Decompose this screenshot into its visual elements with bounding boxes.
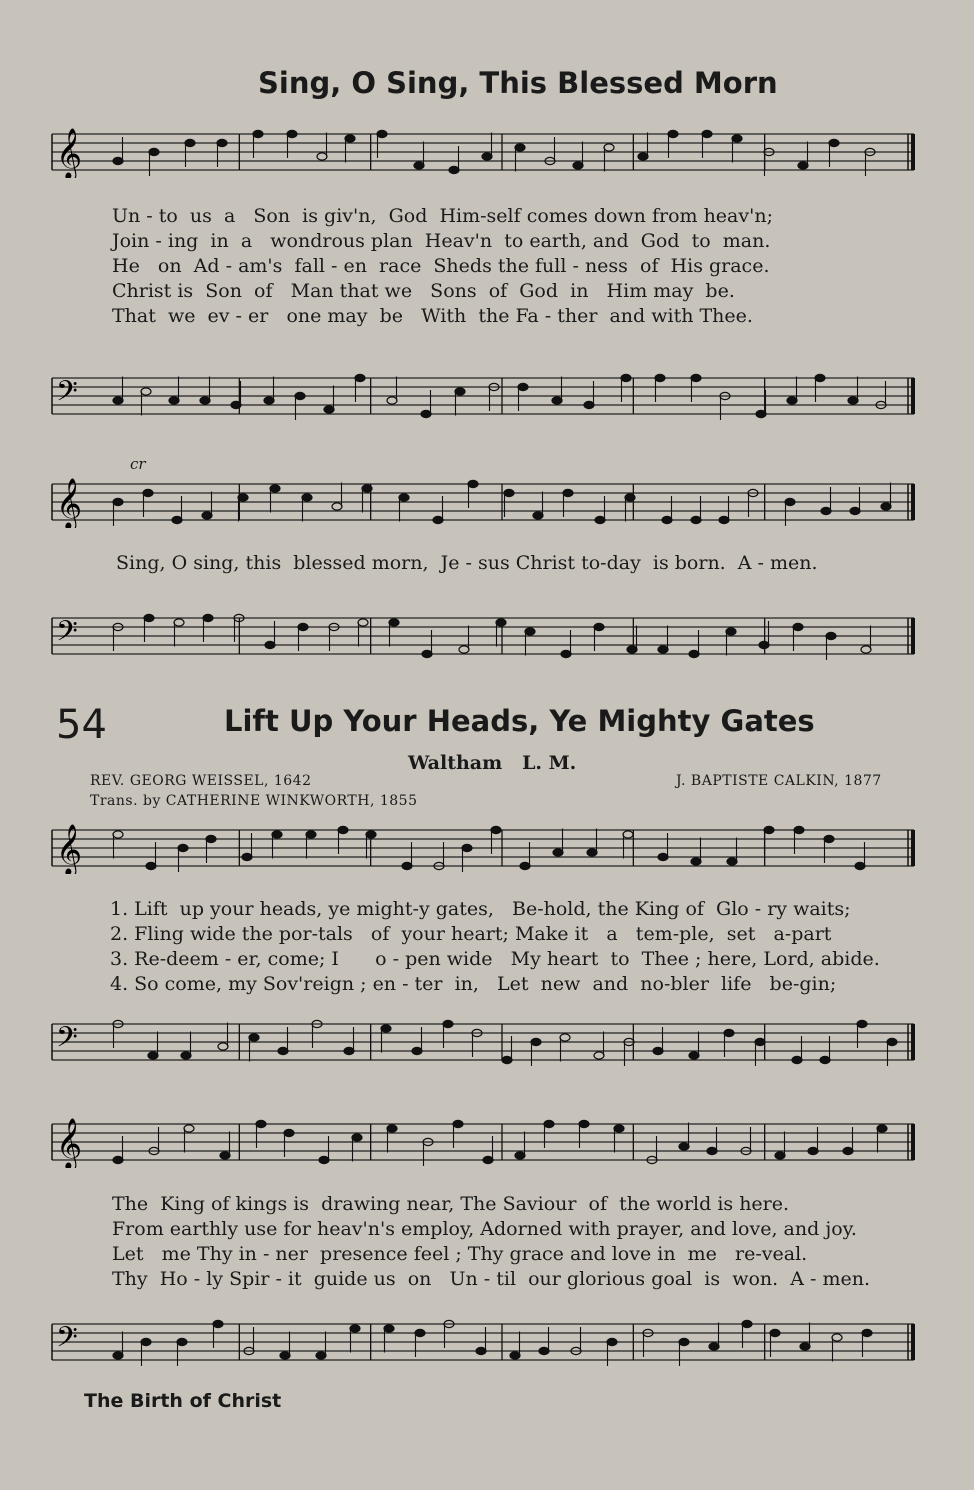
bass-clef-icon: 𝄢 bbox=[56, 375, 78, 415]
note-head bbox=[483, 1156, 493, 1163]
note-head bbox=[220, 1152, 230, 1159]
verse-line: 1. Lift up your heads, ye might-y gates, Be-hold, the King of Glo - ry waits; bbox=[110, 898, 851, 920]
note-head bbox=[742, 1320, 752, 1327]
note-head bbox=[169, 397, 179, 404]
note-head bbox=[560, 1034, 570, 1041]
note-head bbox=[808, 1147, 818, 1154]
note-head bbox=[679, 1338, 689, 1345]
note-head bbox=[792, 1056, 802, 1063]
note-head bbox=[798, 162, 808, 169]
verse-line: 3. Re-deem - er, come; I o - pen wide My heart to Thee ; here, Lord, abide. bbox=[110, 948, 880, 970]
refrain-line: Sing, O sing, this blessed morn, Je - sus Christ to-day is born. A - men. bbox=[116, 552, 818, 574]
note-head bbox=[594, 1052, 604, 1059]
music-staff-bass bbox=[48, 372, 916, 422]
note-head bbox=[345, 135, 355, 142]
staff-lines bbox=[48, 612, 916, 662]
treble-clef-icon: 𝄞 bbox=[56, 1118, 83, 1168]
note-head bbox=[689, 1052, 699, 1059]
note-head bbox=[306, 831, 316, 838]
note-head bbox=[561, 650, 571, 657]
note-head bbox=[389, 619, 399, 626]
note-head bbox=[510, 1352, 520, 1359]
note-head bbox=[332, 503, 342, 510]
note-head bbox=[184, 1125, 194, 1132]
note-head bbox=[298, 623, 308, 630]
note-head bbox=[113, 397, 123, 404]
note-head bbox=[607, 1338, 617, 1345]
note-head bbox=[141, 388, 151, 395]
note-head bbox=[384, 1325, 394, 1332]
verse-line: Christ is Son of Man that we Sons of God in Him may be. bbox=[112, 280, 735, 302]
note-head bbox=[324, 406, 334, 413]
note-head bbox=[824, 835, 834, 842]
verse-line: 2. Fling wide the por-tals of your heart; Make it a tem-ple, set a-part bbox=[110, 923, 832, 945]
note-head bbox=[518, 383, 528, 390]
note-head bbox=[820, 1056, 830, 1063]
music-staff-treble bbox=[48, 824, 916, 874]
music-staff-treble bbox=[48, 478, 916, 528]
note-head bbox=[468, 480, 478, 487]
staff-lines bbox=[48, 1318, 916, 1368]
note-head bbox=[366, 831, 376, 838]
note-head bbox=[344, 1047, 354, 1054]
note-head bbox=[238, 494, 248, 501]
verse-line: From earthly use for heav'n's employ, Adorned with prayer, and love, and joy. bbox=[112, 1218, 857, 1240]
note-head bbox=[658, 646, 668, 653]
note-head bbox=[206, 835, 216, 842]
note-head bbox=[843, 1147, 853, 1154]
note-head bbox=[800, 1343, 810, 1350]
note-head bbox=[352, 1134, 362, 1141]
note-head bbox=[625, 494, 635, 501]
treble-clef-icon: 𝄞 bbox=[56, 478, 83, 528]
note-head bbox=[775, 1152, 785, 1159]
composer-credit: J. BAPTISTE CALKIN, 1877 bbox=[676, 773, 882, 789]
note-head bbox=[855, 862, 865, 869]
translator-credit: Trans. by CATHERINE WINKWORTH, 1855 bbox=[90, 793, 418, 809]
note-head bbox=[280, 1352, 290, 1359]
note-head bbox=[272, 831, 282, 838]
note-head bbox=[402, 862, 412, 869]
note-head bbox=[270, 485, 280, 492]
tune-name: Waltham L. M. bbox=[408, 752, 577, 774]
note-head bbox=[724, 1029, 734, 1036]
note-head bbox=[553, 849, 563, 856]
staff-lines bbox=[48, 372, 916, 422]
note-head bbox=[658, 853, 668, 860]
note-head bbox=[449, 166, 459, 173]
note-head bbox=[764, 826, 774, 833]
note-head bbox=[759, 641, 769, 648]
note-head bbox=[595, 516, 605, 523]
note-head bbox=[203, 614, 213, 621]
note-head bbox=[573, 162, 583, 169]
note-head bbox=[284, 1129, 294, 1136]
note-head bbox=[623, 831, 633, 838]
verse-line: That we ev - er one may be With the Fa - ther and with Thee. bbox=[112, 305, 753, 327]
note-head bbox=[249, 1034, 259, 1041]
verse-line: 4. So come, my Sov'reign ; en - ter in, Let new and no-bler life be-gin; bbox=[110, 973, 837, 995]
staff-lines bbox=[48, 478, 916, 528]
note-head bbox=[525, 628, 535, 635]
note-head bbox=[113, 157, 123, 164]
note-head bbox=[689, 650, 699, 657]
note-head bbox=[614, 1125, 624, 1132]
note-head bbox=[459, 646, 469, 653]
verse-line: Thy Ho - ly Spir - it guide us on Un - til our glorious goal is won. A - men. bbox=[112, 1268, 871, 1290]
treble-clef-icon: 𝄞 bbox=[56, 824, 83, 874]
verse-line: The King of kings is drawing near, The Saviour of the world is here. bbox=[112, 1193, 790, 1215]
note-head bbox=[544, 1120, 554, 1127]
music-staff-treble bbox=[48, 128, 916, 178]
note-head bbox=[358, 619, 368, 626]
note-head bbox=[482, 153, 492, 160]
note-head bbox=[668, 130, 678, 137]
note-head bbox=[453, 1120, 463, 1127]
note-head bbox=[287, 130, 297, 137]
note-head bbox=[504, 489, 514, 496]
note-head bbox=[476, 1347, 486, 1354]
note-head bbox=[848, 397, 858, 404]
note-head bbox=[455, 388, 465, 395]
note-head bbox=[887, 1038, 897, 1045]
note-head bbox=[433, 516, 443, 523]
dynamic-marking: cr bbox=[130, 455, 146, 473]
note-head bbox=[531, 1038, 541, 1045]
note-head bbox=[399, 494, 409, 501]
note-head bbox=[256, 1120, 266, 1127]
note-head bbox=[113, 1156, 123, 1163]
note-head bbox=[719, 516, 729, 523]
note-head bbox=[421, 410, 431, 417]
note-head bbox=[726, 628, 736, 635]
note-head bbox=[662, 516, 672, 523]
note-head bbox=[552, 397, 562, 404]
note-head bbox=[491, 826, 501, 833]
note-head bbox=[217, 139, 227, 146]
note-head bbox=[584, 401, 594, 408]
note-head bbox=[113, 1352, 123, 1359]
note-head bbox=[621, 374, 631, 381]
note-head bbox=[520, 862, 530, 869]
note-head bbox=[755, 1038, 765, 1045]
note-head bbox=[881, 503, 891, 510]
verse-line: Join - ing in a wondrous plan Heav'n to earth, and God to man. bbox=[112, 230, 771, 252]
music-staff-treble bbox=[48, 1118, 916, 1168]
note-head bbox=[278, 1047, 288, 1054]
note-head bbox=[174, 619, 184, 626]
note-head bbox=[787, 397, 797, 404]
verse-line: Let me Thy in - ner presence feel ; Thy grace and love in me re-veal. bbox=[112, 1243, 808, 1265]
hymn-title: Sing, O Sing, This Blessed Morn bbox=[258, 66, 778, 100]
note-head bbox=[861, 646, 871, 653]
note-head bbox=[185, 139, 195, 146]
note-head bbox=[862, 1329, 872, 1336]
note-head bbox=[691, 858, 701, 865]
music-staff-bass bbox=[48, 1318, 916, 1368]
note-head bbox=[638, 153, 648, 160]
music-staff-bass bbox=[48, 1018, 916, 1068]
note-head bbox=[316, 1352, 326, 1359]
bass-clef-icon: 𝄢 bbox=[56, 1021, 78, 1061]
hymn-number: 54 bbox=[56, 702, 107, 748]
note-head bbox=[857, 1020, 867, 1027]
note-head bbox=[144, 614, 154, 621]
note-head bbox=[265, 641, 275, 648]
note-head bbox=[691, 374, 701, 381]
note-head bbox=[319, 1156, 329, 1163]
note-head bbox=[579, 1120, 589, 1127]
note-head bbox=[422, 650, 432, 657]
note-head bbox=[496, 619, 506, 626]
verse-line: He on Ad - am's fall - en race Sheds the full - ness of His grace. bbox=[112, 255, 770, 277]
note-head bbox=[414, 162, 424, 169]
note-head bbox=[148, 1052, 158, 1059]
note-head bbox=[756, 410, 766, 417]
note-head bbox=[533, 512, 543, 519]
note-head bbox=[679, 1143, 689, 1150]
note-head bbox=[850, 507, 860, 514]
bass-clef-icon: 𝄢 bbox=[56, 1321, 78, 1361]
note-head bbox=[295, 392, 305, 399]
note-head bbox=[381, 1025, 391, 1032]
note-head bbox=[794, 826, 804, 833]
note-head bbox=[202, 512, 212, 519]
note-head bbox=[143, 489, 153, 496]
note-head bbox=[231, 401, 241, 408]
note-head bbox=[172, 516, 182, 523]
note-head bbox=[821, 507, 831, 514]
note-head bbox=[515, 1152, 525, 1159]
note-head bbox=[815, 374, 825, 381]
note-head bbox=[462, 844, 472, 851]
note-head bbox=[412, 1047, 422, 1054]
note-head bbox=[707, 1147, 717, 1154]
note-head bbox=[539, 1347, 549, 1354]
note-head bbox=[732, 135, 742, 142]
note-head bbox=[178, 844, 188, 851]
note-head bbox=[253, 130, 263, 137]
treble-clef-icon: 𝄞 bbox=[56, 128, 83, 178]
footer-caption: The Birth of Christ bbox=[84, 1390, 282, 1412]
note-head bbox=[362, 485, 372, 492]
note-head bbox=[727, 858, 737, 865]
music-staff-bass bbox=[48, 612, 916, 662]
note-head bbox=[653, 1047, 663, 1054]
author-credit: REV. GEORG WEISSEL, 1642 bbox=[90, 773, 312, 789]
note-head bbox=[113, 831, 123, 838]
staff-lines bbox=[48, 128, 916, 178]
note-head bbox=[627, 646, 637, 653]
note-head bbox=[377, 130, 387, 137]
note-head bbox=[443, 1020, 453, 1027]
note-head bbox=[604, 144, 614, 151]
note-head bbox=[502, 1056, 512, 1063]
bass-clef-icon: 𝄢 bbox=[56, 615, 78, 655]
note-head bbox=[200, 397, 210, 404]
note-head bbox=[317, 153, 327, 160]
staff-lines bbox=[48, 1118, 916, 1168]
verse-line: Un - to us a Son is giv'n, God Him-self comes down from heav'n; bbox=[112, 205, 773, 227]
note-head bbox=[350, 1325, 360, 1332]
note-head bbox=[691, 516, 701, 523]
note-head bbox=[594, 623, 604, 630]
note-head bbox=[770, 1329, 780, 1336]
note-head bbox=[702, 130, 712, 137]
note-head bbox=[242, 853, 252, 860]
note-head bbox=[563, 489, 573, 496]
note-head bbox=[218, 1043, 228, 1050]
note-head bbox=[302, 494, 312, 501]
note-head bbox=[113, 498, 123, 505]
note-head bbox=[587, 849, 597, 856]
note-head bbox=[177, 1338, 187, 1345]
note-head bbox=[832, 1334, 842, 1341]
note-head bbox=[264, 397, 274, 404]
staff-lines bbox=[48, 824, 916, 874]
note-head bbox=[149, 148, 159, 155]
note-head bbox=[655, 374, 665, 381]
note-head bbox=[213, 1320, 223, 1327]
note-head bbox=[709, 1343, 719, 1350]
staff-lines bbox=[48, 1018, 916, 1068]
note-head bbox=[415, 1329, 425, 1336]
note-head bbox=[355, 374, 365, 381]
note-head bbox=[387, 1125, 397, 1132]
note-head bbox=[515, 144, 525, 151]
note-head bbox=[826, 632, 836, 639]
note-head bbox=[877, 1125, 887, 1132]
note-head bbox=[338, 826, 348, 833]
note-head bbox=[793, 623, 803, 630]
note-head bbox=[181, 1052, 191, 1059]
note-head bbox=[785, 498, 795, 505]
hymn-title: Lift Up Your Heads, Ye Mighty Gates bbox=[224, 704, 815, 738]
note-head bbox=[829, 139, 839, 146]
note-head bbox=[387, 397, 397, 404]
note-head bbox=[141, 1338, 151, 1345]
note-head bbox=[146, 862, 156, 869]
